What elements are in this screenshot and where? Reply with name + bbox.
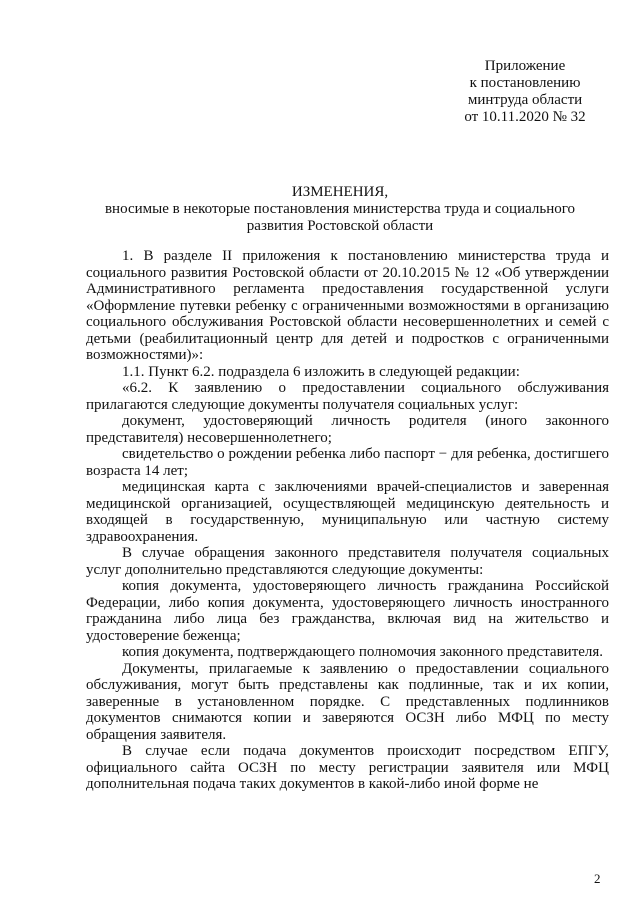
body-paragraph: В случае обращения законного представителя получателя социальных услуг дополнительно представляются следующие документы: [86,545,609,578]
appendix-line: минтруда области [467,92,583,108]
document-title [70,184,610,235]
body-paragraph: Документы, прилагаемые к заявлению о предоставлении социального обслуживания, могут быть представлены как подлинные, так и их копии, заверенные в установленном порядке. С представленных подлинников документов снимаются копии и заверяются ОСЗН либо МФЦ по месту обращения заявителя. [86,660,609,743]
appendix-line: от 10.11.2020 № 32 [464,109,586,125]
body-paragraph: «6.2. К заявлению о предоставлении социального обслуживания прилагаются следующие документы получателя социальных услуг: [86,380,609,413]
title-heading: ИЗМЕНЕНИЯ, [291,184,389,200]
body-paragraph: медицинская карта с заключениями врачей-специалистов и заверенная медицинской организацией, осуществляющей медицинскую деятельность и входящей в государственную, муниципальную или частную систему здравоохранения. [86,479,609,545]
page-number: 2 [594,871,601,886]
appendix-header [445,58,605,126]
body-paragraph: свидетельство о рождении ребенка либо паспорт − для ребенка, достигшего возраста 14 лет; [86,446,609,479]
body-paragraph: В случае если подача документов происходит посредством ЕПГУ, официального сайта ОСЗН по месту регистрации заявителя или МФЦ дополнительная подача таких документов в какой-либо иной форме не [86,743,609,792]
body-paragraph: 1. В разделе II приложения к постановлению министерства труда и социального развития Ростовской области от 20.10.2015 № 12 «Об утверждении Административного регламента предоставления государственной услуги «Оформление путевки ребенку с ограниченными возможностями в организацию социального обслуживания Ростовской области несовершеннолетних и семей с детьми (реабилитационный центр для детей и подростков с ограниченными возможностями)»: [86,248,609,363]
title-subtitle-line: развития Ростовской области [246,218,434,234]
title-subtitle-line: вносимые в некоторые постановления министерства труда и социального [104,201,576,217]
appendix-line: к постановлению [469,75,581,91]
body-paragraph: копия документа, удостоверяющего личность гражданина Российской Федерации, либо копия документа, удостоверяющего личность иностранного гражданина либо лица без гражданства, включая вид на жительство и удостоверение беженца; [86,578,609,644]
body-paragraph: копия документа, подтверждающего полномочия законного представителя. [122,644,604,660]
appendix-line: Приложение [484,58,566,74]
body-paragraph: документ, удостоверяющий личность родителя (иного законного представителя) несовершеннолетнего; [86,413,609,446]
document-body [86,248,609,793]
body-paragraph: 1.1. Пункт 6.2. подраздела 6 изложить в следующей редакции: [122,363,520,380]
